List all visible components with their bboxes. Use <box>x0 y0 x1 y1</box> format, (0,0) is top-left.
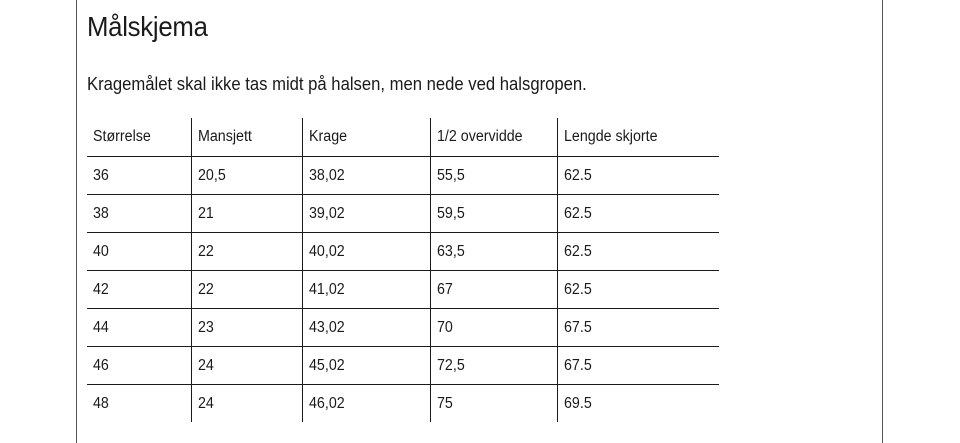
column-header-size: Størrelse <box>93 128 151 145</box>
cell-shirt-length: 62.5 <box>558 195 720 233</box>
table-header-row <box>87 118 719 157</box>
column-header-cuff: Mansjett <box>192 118 303 157</box>
cell-size: 42 <box>93 280 109 298</box>
cell-half-chest: 55,5 <box>431 157 558 195</box>
cell-shirt-length: 62.5 <box>558 271 720 309</box>
table-row <box>87 157 719 195</box>
cell-shirt-length: 67.5 <box>558 347 720 385</box>
cell-shirt-length: 62.5 <box>558 233 720 271</box>
cell-shirt-length: 67.5 <box>558 309 720 347</box>
cell-half-chest: 63,5 <box>431 233 558 271</box>
cell-collar: 41,02 <box>303 271 431 309</box>
cell-size: 40 <box>93 242 109 260</box>
cell-collar: 40,02 <box>303 233 431 271</box>
cell-size: 36 <box>93 166 109 184</box>
table-row <box>87 309 719 347</box>
cell-half-chest: 75 <box>431 385 558 423</box>
table-row <box>87 195 719 233</box>
cell-half-chest: 67 <box>431 271 558 309</box>
measurement-note: Kragemålet skal ikke tas midt på halsen, men nede ved halsgropen. <box>87 73 587 94</box>
cell-collar: 45,02 <box>303 347 431 385</box>
cell-half-chest: 72,5 <box>431 347 558 385</box>
cell-half-chest: 70 <box>431 309 558 347</box>
column-header-half-chest: 1/2 overvidde <box>431 118 558 157</box>
column-header-collar: Krage <box>303 118 431 157</box>
cell-cuff: 24 <box>192 347 303 385</box>
table-row <box>87 347 719 385</box>
cell-collar: 43,02 <box>303 309 431 347</box>
table-row <box>87 233 719 271</box>
cell-cuff: 23 <box>192 309 303 347</box>
cell-collar: 46,02 <box>303 385 431 423</box>
cell-size: 44 <box>93 318 109 336</box>
cell-size: 38 <box>93 204 109 222</box>
cell-cuff: 20,5 <box>192 157 303 195</box>
cell-shirt-length: 69.5 <box>558 385 720 423</box>
table-row <box>87 271 719 309</box>
cell-collar: 39,02 <box>303 195 431 233</box>
table-row <box>87 385 719 423</box>
page-title: Målskjema <box>87 11 208 42</box>
cell-size: 46 <box>93 356 109 374</box>
cell-shirt-length: 62.5 <box>558 157 720 195</box>
column-header-shirt-length: Lengde skjorte <box>558 118 720 157</box>
cell-cuff: 24 <box>192 385 303 423</box>
cell-size: 48 <box>93 394 109 412</box>
cell-cuff: 22 <box>192 271 303 309</box>
cell-half-chest: 59,5 <box>431 195 558 233</box>
size-chart-table <box>87 118 719 422</box>
cell-cuff: 21 <box>192 195 303 233</box>
cell-cuff: 22 <box>192 233 303 271</box>
cell-collar: 38,02 <box>303 157 431 195</box>
